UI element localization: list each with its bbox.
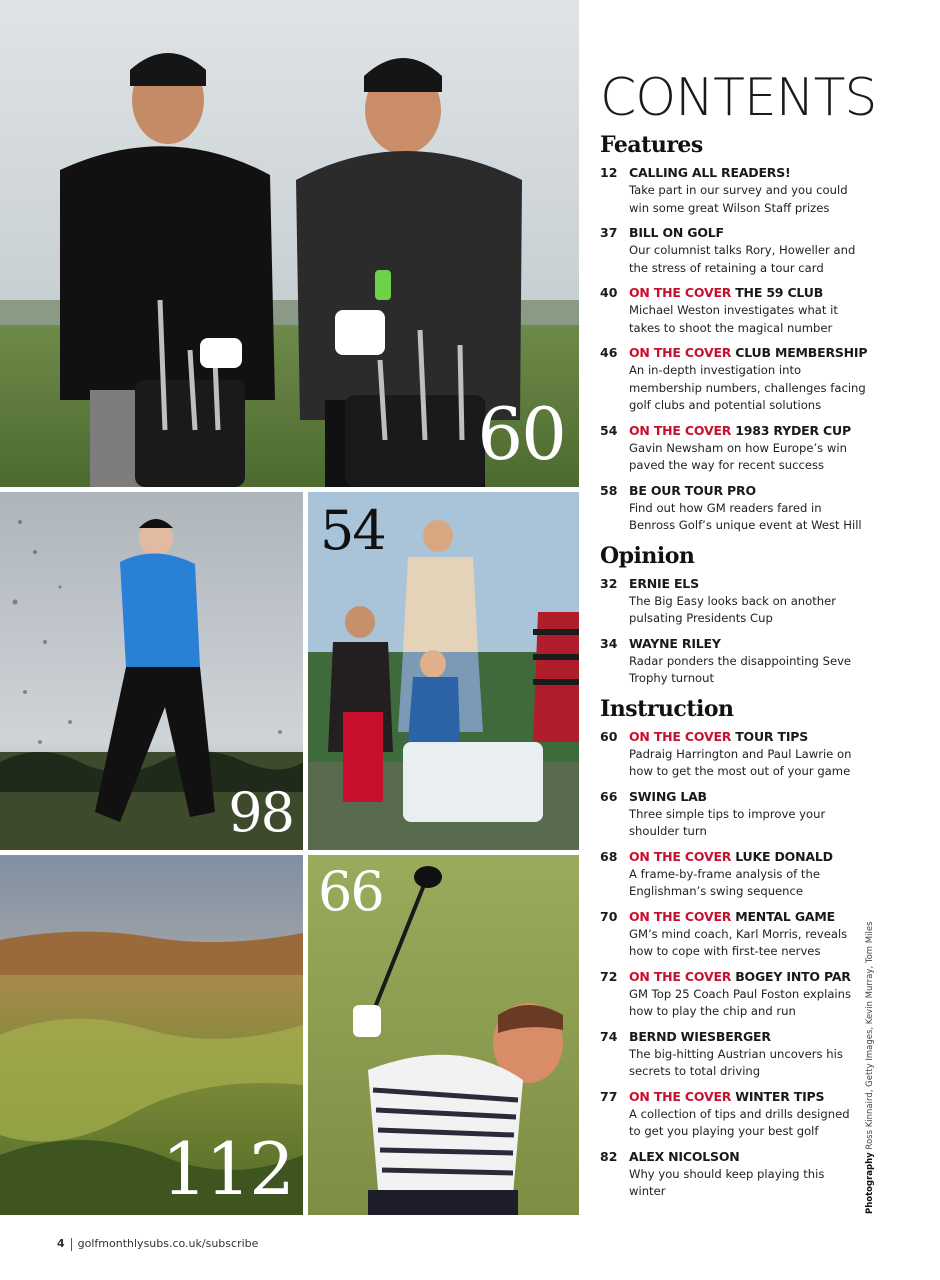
entry-heading (629, 788, 862, 806)
credit-label: Photography (865, 1152, 875, 1214)
entry-description: Take part in our survey and you could win some great Wilson Staff prizes (629, 183, 848, 215)
entry-page-number: 58 (600, 482, 618, 498)
entry-body (629, 1148, 862, 1201)
folio-number: 4 (57, 1237, 65, 1250)
contents-entry[interactable] (600, 908, 862, 961)
contents-heading: CONTENTS (600, 68, 877, 128)
entry-description: Gavin Newsham on how Europe’s win paved the way for recent success (629, 440, 847, 472)
contents-sections (600, 132, 868, 1201)
entry-title: WINTER TIPS (735, 1088, 825, 1104)
contents-entry[interactable] (600, 1028, 862, 1081)
contents-entry[interactable] (600, 344, 868, 415)
entry-description: The Big Easy looks back on another pulsating Presidents Cup (629, 593, 837, 625)
contents-entry[interactable] (600, 728, 862, 781)
photo-credit (865, 921, 875, 1214)
entry-page-number: 77 (600, 1088, 618, 1104)
contents-entry[interactable] (600, 224, 862, 277)
entry-body (629, 224, 862, 277)
entry-heading (629, 224, 862, 242)
entry-page-number: 46 (600, 345, 618, 360)
entry-heading (629, 1028, 862, 1046)
entry-body (629, 908, 862, 961)
entry-description: A collection of tips and drills designed to get you playing your best golf (629, 1106, 850, 1138)
entry-title: CLUB MEMBERSHIP (735, 345, 868, 360)
entry-description: Padraig Harrington and Paul Lawrie on how to get the most out of your game (629, 746, 852, 778)
entry-body (629, 422, 862, 475)
entry-heading (629, 344, 867, 362)
entry-description: Radar ponders the disappointing Seve Trophy turnout (629, 653, 852, 685)
entry-title: TOUR TIPS (735, 728, 809, 744)
photo-golf-course (0, 855, 303, 1215)
entry-title: CALLING ALL READERS! (629, 165, 791, 180)
on-the-cover-tag: ON THE COVER (629, 968, 732, 984)
entry-description: Why you should keep playing this winter (629, 1166, 825, 1198)
entry-heading (629, 848, 862, 866)
entry-title: ERNIE ELS (629, 575, 699, 591)
section-title: Instruction (600, 695, 734, 722)
entry-heading (629, 575, 862, 593)
entry-body (629, 284, 862, 337)
entry-page-number: 34 (600, 635, 618, 651)
entry-title: ALEX NICOLSON (629, 1148, 740, 1164)
contents-entry[interactable] (600, 422, 862, 475)
entry-title: BE OUR TOUR PRO (629, 482, 756, 498)
page-number-label: 112 (161, 1127, 293, 1211)
on-the-cover-tag: ON THE COVER (629, 285, 732, 300)
on-the-cover-tag: ON THE COVER (629, 345, 732, 360)
entry-page-number: 72 (600, 968, 618, 984)
on-the-cover-tag: ON THE COVER (629, 1088, 732, 1104)
contents-entry[interactable] (600, 1088, 862, 1141)
contents-entry[interactable] (600, 635, 862, 688)
page-footer (57, 1237, 258, 1251)
entry-title: LUKE DONALD (735, 848, 833, 864)
entry-title: BOGEY INTO PAR (735, 968, 851, 984)
photo-swing-lab (0, 492, 303, 850)
subscribe-link[interactable]: golfmonthlysubs.co.uk/subscribe (77, 1237, 259, 1250)
entry-description: GM’s mind coach, Karl Morris, reveals how to cope with first-tee nerves (629, 926, 848, 958)
entry-title: SWING LAB (629, 788, 707, 804)
entry-heading (629, 908, 862, 926)
entry-title: 1983 RYDER CUP (735, 422, 851, 438)
entry-body (629, 728, 862, 781)
entry-body (629, 575, 862, 628)
entry-description: Our columnist talks Rory, Howeller and the stress of retaining a tour card (629, 243, 856, 275)
entry-description: Find out how GM readers fared in Benross Golf’s unique event at West Hill (629, 500, 862, 532)
contents-entry[interactable] (600, 164, 862, 217)
entry-page-number: 37 (600, 225, 618, 240)
photo-driver-swing (308, 855, 579, 1215)
entry-page-number: 66 (600, 788, 618, 804)
photo-tour-tips (0, 0, 579, 487)
contents-entry[interactable] (600, 482, 862, 535)
entry-body (629, 344, 867, 415)
entry-body (629, 1028, 862, 1081)
contents-entry[interactable] (600, 284, 862, 337)
entry-description: Three simple tips to improve your shoulder turn (629, 806, 826, 838)
entry-heading (629, 968, 862, 986)
contents-entry[interactable] (600, 1148, 862, 1201)
credit-names: Ross Kinnaird, Getty Images, Kevin Murray, Tom Miles (865, 921, 875, 1150)
on-the-cover-tag: ON THE COVER (629, 908, 732, 924)
entry-description: The big-hitting Austrian uncovers his secrets to total driving (629, 1046, 843, 1078)
entry-body (629, 164, 862, 217)
page-number-label: 54 (320, 499, 385, 562)
entry-page-number: 40 (600, 285, 618, 300)
entry-heading (629, 482, 862, 500)
contents-entry[interactable] (600, 848, 862, 901)
entry-heading (629, 1148, 862, 1166)
entry-description: Michael Weston investigates what it takes to shoot the magical number (629, 303, 838, 335)
entry-page-number: 82 (600, 1148, 618, 1164)
on-the-cover-tag: ON THE COVER (629, 728, 732, 744)
entry-heading (629, 284, 862, 302)
entry-page-number: 32 (600, 575, 618, 591)
entry-description: An in-depth investigation into membership numbers, challenges facing golf clubs and potential solutions (629, 363, 866, 412)
on-the-cover-tag: ON THE COVER (629, 422, 732, 438)
entry-body (629, 482, 862, 535)
entry-title: BILL ON GOLF (629, 225, 724, 240)
entry-body (629, 635, 862, 688)
entry-page-number: 74 (600, 1028, 618, 1044)
section-title: Features (600, 132, 703, 158)
entry-heading (629, 1088, 862, 1106)
entry-heading (629, 164, 862, 182)
entry-title: MENTAL GAME (735, 908, 835, 924)
entry-page-number: 70 (600, 908, 618, 924)
section-title: Opinion (600, 542, 695, 569)
entry-title: THE 59 CLUB (735, 285, 824, 300)
page-number-label: 66 (318, 860, 383, 923)
contents-section-instruction (600, 696, 862, 1201)
page-number-label: 98 (228, 781, 293, 844)
contents-section-features (600, 132, 868, 535)
entry-body (629, 848, 862, 901)
entry-page-number: 12 (600, 165, 618, 180)
entry-page-number: 54 (600, 422, 618, 438)
entry-heading (629, 635, 862, 653)
entry-heading (629, 422, 862, 440)
entry-page-number: 60 (600, 728, 618, 744)
photo-ryder-cup (308, 492, 579, 850)
entry-heading (629, 728, 862, 746)
entry-description: GM Top 25 Coach Paul Foston explains how to play the chip and run (629, 986, 852, 1018)
contents-entry[interactable] (600, 788, 862, 841)
entry-body (629, 1088, 862, 1141)
entry-body (629, 788, 862, 841)
contents-entry[interactable] (600, 968, 862, 1021)
entry-body (629, 968, 862, 1021)
contents-section-opinion (600, 543, 862, 688)
entry-description: A frame-by-frame analysis of the Englishman’s swing sequence (629, 866, 820, 898)
on-the-cover-tag: ON THE COVER (629, 848, 732, 864)
entry-title: BERND WIESBERGER (629, 1028, 771, 1044)
entry-title: WAYNE RILEY (629, 635, 721, 651)
entry-page-number: 68 (600, 848, 618, 864)
footer-divider (71, 1238, 72, 1251)
contents-entry[interactable] (600, 575, 862, 628)
page-number-label: 60 (477, 392, 565, 476)
